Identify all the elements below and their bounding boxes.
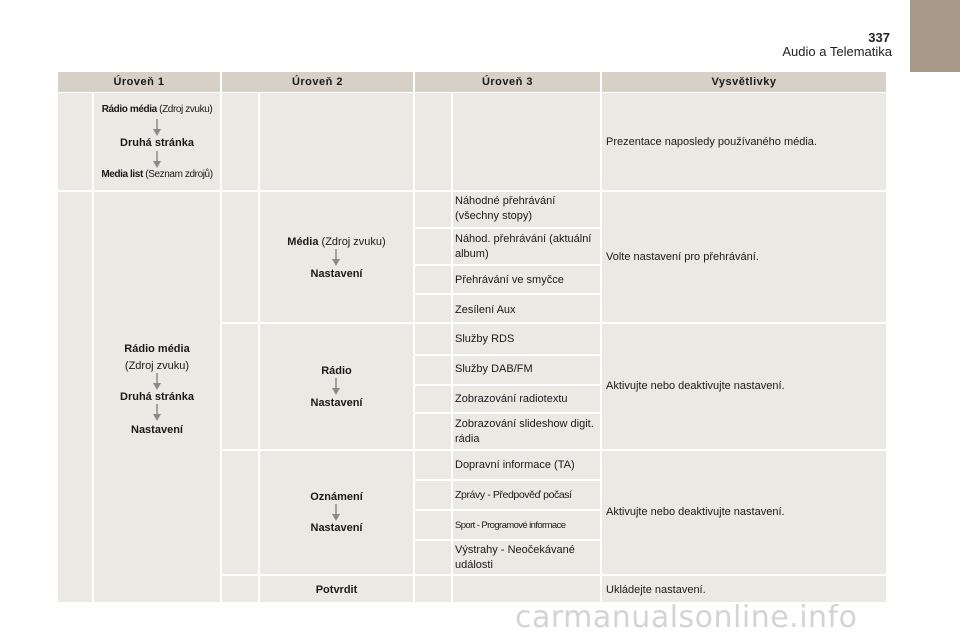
table-cell <box>415 295 451 322</box>
arrow-down-icon <box>152 404 162 422</box>
table-cell <box>58 192 92 602</box>
option-item: Sport - Programové informace <box>455 520 566 531</box>
table-cell <box>415 541 451 574</box>
table-cell <box>415 356 451 384</box>
option-item: Náhod. přehrávání (aktuální album) <box>455 233 592 260</box>
option-item: Zesílení Aux <box>455 304 516 316</box>
menu-path-item: Druhá stránka <box>120 137 194 149</box>
menu-path-item: Rádio média <box>124 343 190 355</box>
menu-path-item: Rádio <box>321 365 352 377</box>
table-cell <box>222 451 258 574</box>
menu-path-item: Oznámení <box>310 491 363 503</box>
option-item: Výstrahy - Neočekávané události <box>455 544 575 571</box>
column-header-level1: Úroveň 1 <box>58 72 220 92</box>
explanation-text: Volte nastavení pro přehrávání. <box>606 251 759 263</box>
option-item: Náhodné přehrávání (všechny stopy) <box>455 195 556 222</box>
table-cell <box>260 93 413 190</box>
option-item: Přehrávání ve smyčce <box>455 274 564 286</box>
menu-path-item: Media list (Seznam zdrojů) <box>101 169 213 180</box>
explanation-text: Ukládejte nastavení. <box>606 584 706 596</box>
table-cell <box>222 324 258 449</box>
menu-path-item: Média (Zdroj zvuku) <box>287 236 386 248</box>
arrow-down-icon <box>331 378 341 396</box>
table-cell <box>415 266 451 293</box>
table-cell <box>415 576 451 602</box>
chapter-tab <box>910 0 960 72</box>
column-header-level3: Úroveň 3 <box>415 72 600 92</box>
menu-path-item: Nastavení <box>310 268 363 280</box>
column-header-level2: Úroveň 2 <box>222 72 413 92</box>
table-cell <box>453 576 600 602</box>
page-number: 337 <box>868 30 890 45</box>
menu-path-item: (Zdroj zvuku) <box>124 360 190 372</box>
option-item: Služby DAB/FM <box>455 363 533 375</box>
option-item: Zprávy - Předpověď počasí <box>455 489 572 501</box>
arrow-down-icon <box>331 249 341 267</box>
table-cell <box>415 192 451 227</box>
watermark: carmanualsonline.info <box>515 600 858 635</box>
table-cell <box>222 192 258 322</box>
table-cell <box>415 414 451 449</box>
arrow-down-icon <box>152 119 162 137</box>
table-cell <box>415 481 451 509</box>
menu-path-item: Nastavení <box>131 424 183 436</box>
table-cell <box>58 93 92 190</box>
option-item: Zobrazování slideshow digit. rádia <box>455 418 594 445</box>
table-cell <box>453 93 600 190</box>
arrow-down-icon <box>331 504 341 522</box>
table-cell <box>415 229 451 264</box>
explanation-text: Prezentace naposledy používaného média. <box>606 136 817 148</box>
option-item: Zobrazování radiotextu <box>455 393 568 405</box>
arrow-down-icon <box>152 373 162 391</box>
table-cell <box>415 511 451 539</box>
menu-path-item: Nastavení <box>310 397 363 409</box>
table-cell <box>415 93 451 190</box>
table-cell <box>222 93 258 190</box>
table-cell <box>415 386 451 412</box>
menu-path-item: Rádio média (Zdroj zvuku) <box>101 104 213 115</box>
option-item: Dopravní informace (TA) <box>455 459 575 471</box>
menu-path-item: Druhá stránka <box>120 391 194 403</box>
explanation-text: Aktivujte nebo deaktivujte nastavení. <box>606 506 785 518</box>
menu-path-item: Potvrdit <box>315 584 358 596</box>
section-title: Audio a Telematika <box>782 44 892 59</box>
column-header-explanation: Vysvětlivky <box>602 72 886 92</box>
explanation-text: Aktivujte nebo deaktivujte nastavení. <box>606 380 785 392</box>
option-item: Služby RDS <box>455 333 515 345</box>
menu-path-item: Nastavení <box>310 522 363 534</box>
table-cell <box>415 324 451 354</box>
table-cell <box>222 576 258 602</box>
table-cell <box>415 451 451 479</box>
